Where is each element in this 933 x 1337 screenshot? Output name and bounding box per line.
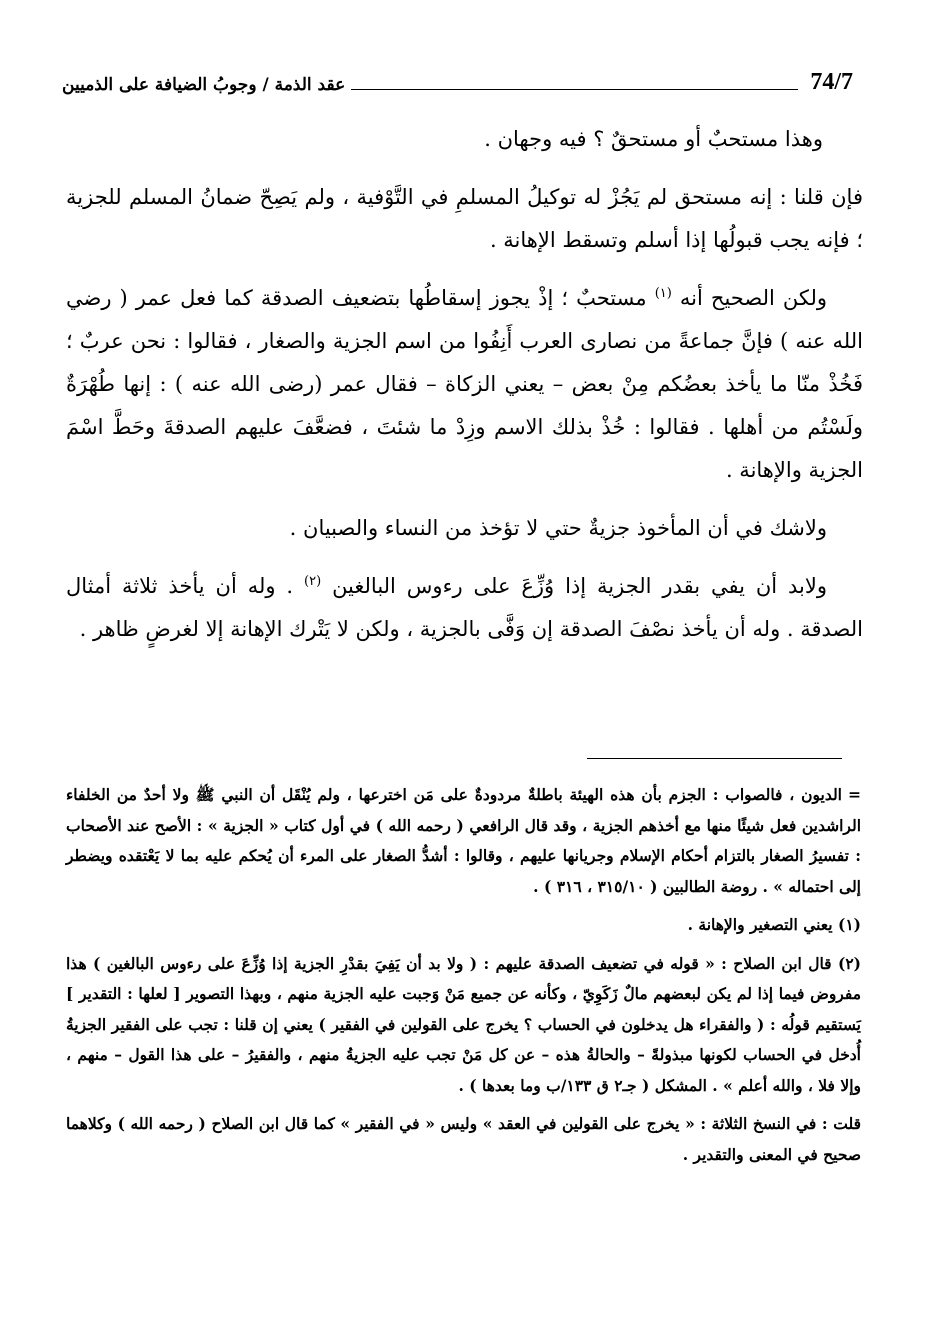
footnote-ref-1: (١) xyxy=(654,286,672,301)
footnote-1: (١) يعني التصغير والإهانة . xyxy=(687,915,861,934)
paragraph-5-rest: . وله أن يأخذ ثلاثة أمثال الصدقة . وله أن يأخذ نصْفَ الصدقة إن وَفَّى بالجزية ، ولكن لا يَتْرك الإهانة إلا لغرضٍ ظاهر . xyxy=(66,574,863,641)
page-number: 74/7 xyxy=(810,69,853,95)
main-text xyxy=(66,118,863,666)
paragraph-1: وهذا مستحبٌ أو مستحقٌ ؟ فيه وجهان . xyxy=(484,127,823,151)
running-title: عقد الذمة / وجوبُ الضيافة على الذميين xyxy=(62,75,346,95)
paragraph-3-rest: مستحبٌ ؛ إذْ يجوز إسقاطُها بتضعيف الصدقة كما فعل عمر ( رضي الله عنه ) فإنَّ جماعةً من نصارى العرب أَنِفُوا من اسم الجزية والصغار ، فقالوا : نحن عربٌ ؛ فَخُذْ منّا ما يأخذ بعضُكم مِنْ بعض – يعني الزكاة – فقال عمر (رضى الله عنه ) : إنها طُهْرَةٌ ولَسْتُم من أهلها . فقالوا : خُذْ بذلك الاسم وزِدْ ما شئتَ ، فضعَّفَ عليهم الصدقةَ وحَطَّ اسْمَ الجزية والإهانة . xyxy=(66,286,863,482)
footnotes xyxy=(66,780,861,1178)
paragraph-4: ولاشك في أن المأخوذ جزيةٌ حتي لا تؤخذ من النساء والصبيان . xyxy=(289,516,827,540)
footnote-continuation-text: الديون ، فالصواب : الجزم بأن هذه الهيئة باطلةٌ مردودةٌ على مَن اخترعها ، ولم يُنْقَل أن النبي ﷺ ولا أحدٌ من الخلفاء الراشدين فعل شيئًا منها مع أخذهم الجزية ، وقد قال الرافعي ( رحمه الله ) في أول كتاب « الجزية » : الأصح عند الأصحاب : تفسيرُ الصغار بالتزام أحكام الإسلام وجريانها عليهم ، وقالوا : أشدُّ الصغار على المرء أن يُحكم عليه بما لا يَعْتقده ويضطر إلى احتماله » . روضة الطالبين ( ٣١٥/١٠ ، ٣١٦ ) . xyxy=(66,785,861,896)
paragraph-2: فإن قلنا : إنه مستحق لم يَجُزْ له توكيلُ المسلمِ في التَّوْفية ، ولم يَصِحّ ضمانُ المسلم للجزية ؛ فإنه يجب قبولُها إذا أسلم وتسقط الإهانة . xyxy=(66,185,863,252)
paragraph-3 xyxy=(66,277,863,492)
footnote-2: (٢) قال ابن الصلاح : « قوله في تضعيف الصدقة عليهم : ( ولا بد أن يَفِيَ بقدْرِ الجزية إذا وُزِّعَ على رءوس البالغين ) هذا مفروض فيما إذا لم يكن لبعضهم مالٌ زَكَوِيّ ، وكأنه عن جميع مَنْ وَجبت عليه الجزية منهم ، وبهذا التصوير [ لعلها : التقدير ] يَستقيم قولُه : ( والفقراء هل يدخلون في الحساب ؟ يخرج على القولين في الفقير ) يعني إن قلنا : تجب على الفقير الجزيةُ أُدخل في الحساب لكونها مبذولةً – والحالةُ هذه – عن كل مَنْ تجب عليه الجزيةُ منهم ، والفقيرُ – على هذا القول – منهم ، وإلا فلا ، والله أعلم » . المشكل ( جـ٢ ق ١٣٣/ب وما بعدها ) . xyxy=(66,953,861,1095)
footnote-continuation xyxy=(66,780,861,902)
footnote-ref-2: (٢) xyxy=(304,574,322,589)
paragraph-3-start: ولكن الصحيح أنه xyxy=(679,286,827,310)
continuation-mark: = xyxy=(848,785,861,804)
header-rule xyxy=(351,89,798,90)
running-header xyxy=(62,58,853,94)
paragraph-5 xyxy=(66,565,863,651)
footnote-editor-note: قلت : في النسخ الثلاثة : « يخرج على القولين في العقد » وليس « في الفقير » كما قال ابن الصلاح ( رحمه الله ) وكلاهما صحيح في المعنى والتقدير . xyxy=(66,1114,861,1164)
paragraph-5-start: ولابد أن يفي بقدر الجزية إذا وُزِّعَ على رءوس البالغين xyxy=(332,574,827,598)
footnote-separator xyxy=(587,758,842,759)
